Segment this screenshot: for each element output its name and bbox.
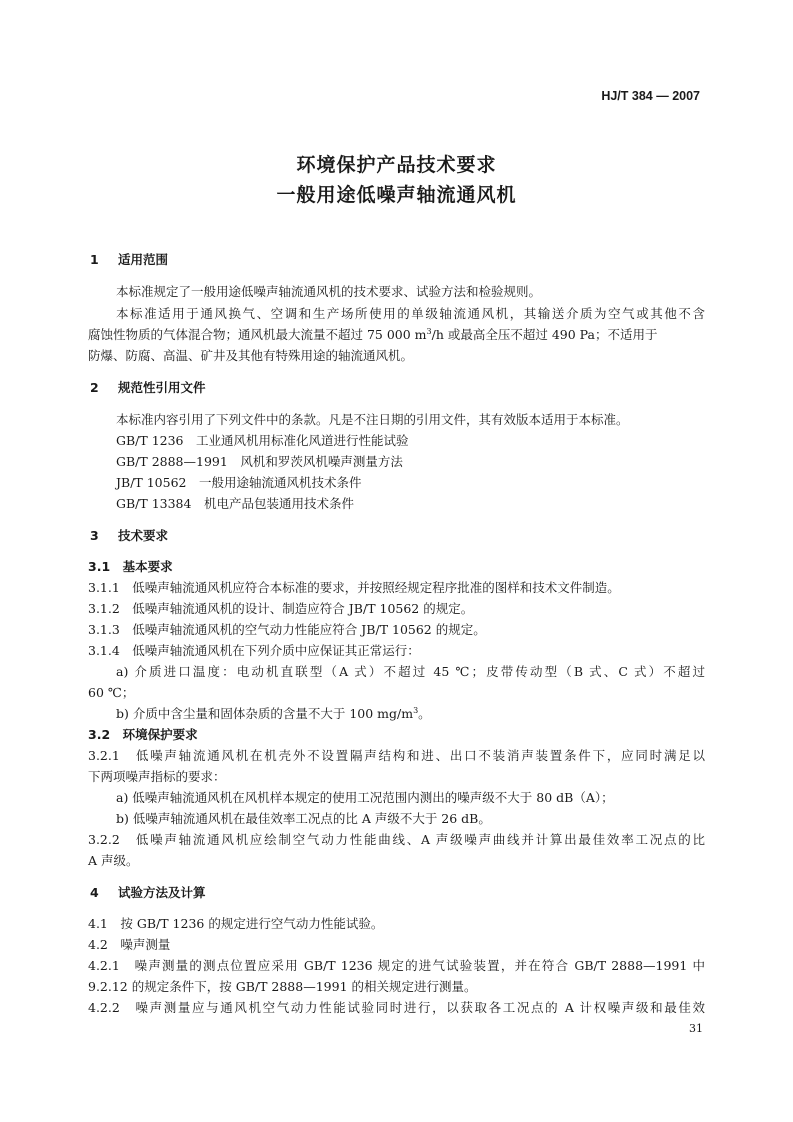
text-segment: b) 介质中含尘量和固体杂质的含量不大于 100 mg/m <box>116 706 414 721</box>
section-number: 2 <box>90 380 99 395</box>
section-title: 试验方法及计算 <box>118 885 206 900</box>
section-3-heading <box>90 526 168 544</box>
paragraph: 本标准规定了一般用途低噪声轴流通风机的技术要求、试验方法和检验规则。 <box>116 284 542 299</box>
paragraph-line <box>88 325 657 343</box>
section-number: 4 <box>90 885 99 900</box>
section-title: 规范性引用文件 <box>118 380 206 395</box>
document-title-line1: 环境保护产品技术要求 <box>296 154 497 176</box>
list-item: b) 低噪声轴流通风机在最佳效率工况点的比 A 声级不大于 26 dB。 <box>116 811 491 826</box>
document-title-line2: 一般用途低噪声轴流通风机 <box>276 184 517 206</box>
clause: 3.2.2 低噪声轴流通风机应绘制空气动力性能曲线、A 声级噪声曲线并计算出最佳效率工况点的比 <box>88 832 705 847</box>
clause: 3.1.4 低噪声轴流通风机在下列介质中应保证其正常运行： <box>88 643 420 658</box>
clause-continuation: 9.2.12 的规定条件下，按 GB/T 2888—1991 的相关规定进行测量。 <box>88 979 477 994</box>
list-item: a) 介质进口温度：电动机直联型（A 式）不超过 45 ℃；皮带传动型（B 式、C 式）不超过 <box>116 664 705 679</box>
section-2-heading <box>90 378 206 396</box>
section-1-heading <box>90 250 168 268</box>
clause-continuation: 下两项噪声指标的要求： <box>88 769 226 784</box>
section-number: 1 <box>90 252 99 267</box>
standard-code-header: HJ/T 384 — 2007 <box>601 89 700 103</box>
clause-heading: 4.2 噪声测量 <box>88 937 171 952</box>
reference-item: JB/T 10562 一般用途轴流通风机技术条件 <box>116 475 362 490</box>
paragraph: 本标准适用于通风换气、空调和生产场所使用的单级轴流通风机，其输送介质为空气或其他不含 <box>116 306 705 321</box>
section-4-heading <box>90 883 206 901</box>
section-title: 适用范围 <box>118 252 169 267</box>
superscript: 3 <box>426 326 432 336</box>
clause: 3.1.2 低噪声轴流通风机的设计、制造应符合 JB/T 10562 的规定。 <box>88 601 474 616</box>
section-number: 3 <box>90 528 99 543</box>
clause: 4.2.1 噪声测量的测点位置应采用 GB/T 1236 规定的进气试验装置，并在符合 GB/T 2888—1991 中 <box>88 958 705 973</box>
text-segment: 腐蚀性物质的气体混合物；通风机最大流量不超过 75 000 m <box>88 327 427 342</box>
clause: 3.2.1 低噪声轴流通风机在机壳外不设置隔声结构和进、出口不装消声装置条件下，应同时满足以 <box>88 748 705 763</box>
clause: 3.1.1 低噪声轴流通风机应符合本标准的要求，并按照经规定程序批准的图样和技术文件制造。 <box>88 580 620 595</box>
list-item <box>116 704 431 722</box>
clause-continuation: A 声级。 <box>88 853 139 868</box>
text-segment: /h 或最高全压不超过 490 Pa；不适用于 <box>431 327 658 342</box>
clause-heading: 3.2 环境保护要求 <box>88 727 198 742</box>
list-item: a) 低噪声轴流通风机在风机样本规定的使用工况范围内测出的噪声级不大于 80 dB（A）； <box>116 790 614 805</box>
clause: 4.2.2 噪声测量应与通风机空气动力性能试验同时进行，以获取各工况点的 A 计权噪声级和最佳效 <box>88 1000 705 1015</box>
section-title: 技术要求 <box>118 528 169 543</box>
reference-item: GB/T 13384 机电产品包装通用技术条件 <box>116 496 354 511</box>
text-segment: 。 <box>418 706 431 721</box>
reference-item: GB/T 2888—1991 风机和罗茨风机噪声测量方法 <box>116 454 403 469</box>
clause: 4.1 按 GB/T 1236 的规定进行空气动力性能试验。 <box>88 916 384 931</box>
clause-heading: 3.1 基本要求 <box>88 559 173 574</box>
paragraph-line: 防爆、防腐、高温、矿井及其他有特殊用途的轴流通风机。 <box>88 348 414 363</box>
page-number: 31 <box>689 1022 703 1035</box>
clause: 3.1.3 低噪声轴流通风机的空气动力性能应符合 JB/T 10562 的规定。 <box>88 622 486 637</box>
superscript: 3 <box>413 705 419 715</box>
paragraph: 本标准内容引用了下列文件中的条款。凡是不注日期的引用文件，其有效版本适用于本标准。 <box>116 412 629 427</box>
reference-item: GB/T 1236 工业通风机用标准化风道进行性能试验 <box>116 433 409 448</box>
list-item-continuation: 60 ℃； <box>88 685 135 700</box>
